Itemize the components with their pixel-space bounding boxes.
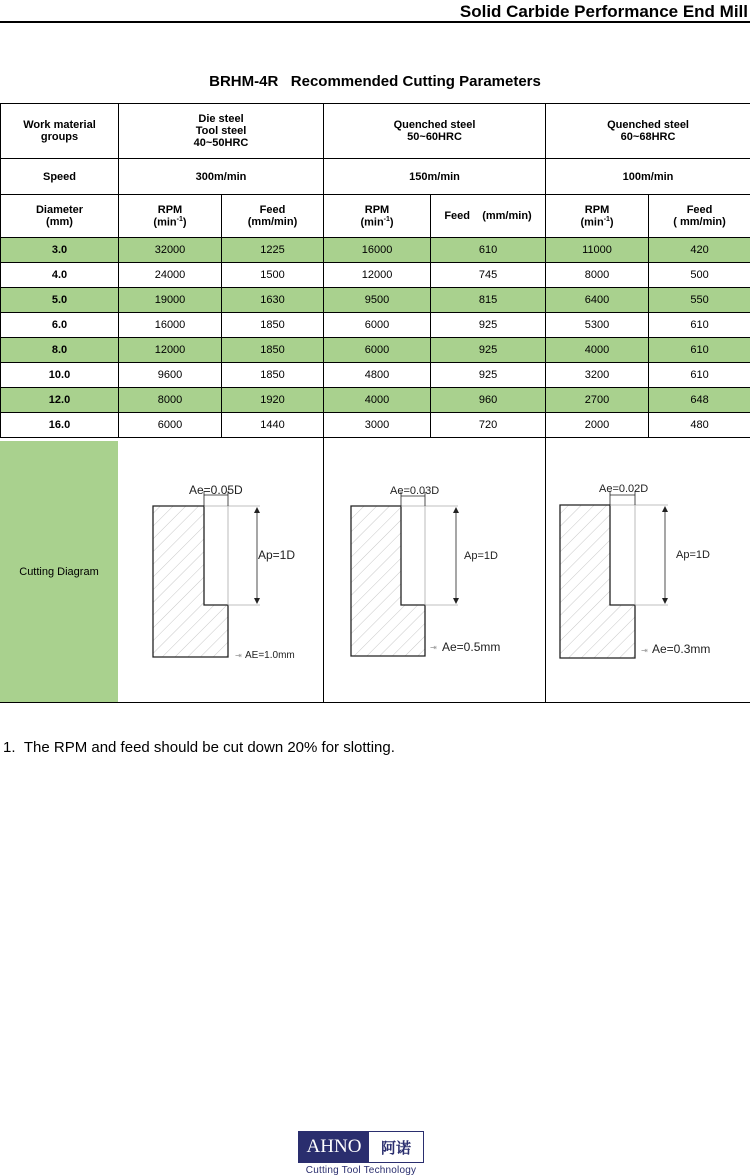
- cutting-diagram-1: [153, 483, 295, 661]
- data-rows: [1, 238, 750, 438]
- material-die-steel: Die steel Tool steel 40~50HRC: [119, 104, 324, 159]
- feed-cell: 610: [649, 313, 750, 338]
- rpm-cell: 9600: [119, 363, 222, 388]
- cutting-diagram-label: Cutting Diagram: [0, 441, 118, 702]
- logo-brand: AHNO: [299, 1132, 369, 1162]
- feed-cell: 420: [649, 238, 750, 263]
- feed-cell: 1630: [222, 288, 324, 313]
- logo-box: [298, 1131, 424, 1163]
- feed-cell: 745: [431, 263, 546, 288]
- feed-cell: 1850: [222, 338, 324, 363]
- feed-cell: 1440: [222, 413, 324, 438]
- feed-cell: 925: [431, 313, 546, 338]
- rpm-cell: 24000: [119, 263, 222, 288]
- ap-label: Ap=1D: [676, 549, 710, 561]
- ap-label: Ap=1D: [464, 550, 498, 562]
- table-row: [1, 338, 750, 363]
- logo-tagline: Cutting Tool Technology: [298, 1165, 424, 1176]
- logo-chinese: 阿诺: [369, 1132, 423, 1162]
- diameter-cell: 12.0: [1, 388, 119, 413]
- feed-cell: 925: [431, 363, 546, 388]
- ap-label: Ap=1D: [258, 548, 295, 562]
- feed-header: Feed ( mm/min): [649, 195, 750, 238]
- rpm-cell: 4000: [324, 388, 431, 413]
- ae-top-label: Ae=0.02D: [599, 483, 648, 495]
- speed-value: 150m/min: [324, 159, 546, 195]
- rpm-cell: 3200: [546, 363, 649, 388]
- table-row: [1, 238, 750, 263]
- feed-cell: 960: [431, 388, 546, 413]
- diameter-cell: 5.0: [1, 288, 119, 313]
- speed-value: 100m/min: [546, 159, 750, 195]
- rpm-header: RPM $(\min^{-1})$: [546, 195, 649, 238]
- speed-row: [1, 159, 750, 195]
- rpm-cell: 11000: [546, 238, 649, 263]
- diameter-cell: 10.0: [1, 363, 119, 388]
- feed-cell: 610: [431, 238, 546, 263]
- rpm-cell: 5300: [546, 313, 649, 338]
- workpiece-profile: [351, 506, 425, 656]
- ae-bottom-label: AE=1.0mm: [245, 650, 295, 661]
- diameter-cell: 6.0: [1, 313, 119, 338]
- column-header-row: [1, 195, 750, 238]
- rpm-header: RPM $(\min^{-1})$: [324, 195, 431, 238]
- diameter-cell: 16.0: [1, 413, 119, 438]
- rpm-cell: 4800: [324, 363, 431, 388]
- small-arrow-icon: ⇥: [430, 643, 437, 652]
- rpm-cell: 16000: [324, 238, 431, 263]
- rpm-cell: 8000: [119, 388, 222, 413]
- rpm-cell: 3000: [324, 413, 431, 438]
- cutting-diagram-3: [560, 483, 710, 658]
- cutting-parameters-table: [0, 103, 750, 438]
- rpm-cell: 2700: [546, 388, 649, 413]
- material-quenched-60-68: Quenched steel 60~68HRC: [546, 104, 750, 159]
- rpm-cell: 8000: [546, 263, 649, 288]
- small-arrow-icon: ⇥: [235, 651, 242, 660]
- diameter-cell: 8.0: [1, 338, 119, 363]
- rpm-cell: 32000: [119, 238, 222, 263]
- feed-cell: 500: [649, 263, 750, 288]
- rpm-cell: 6000: [324, 338, 431, 363]
- cutting-diagram-section: [0, 437, 750, 703]
- feed-cell: 480: [649, 413, 750, 438]
- feed-cell: 720: [431, 413, 546, 438]
- workpiece-profile: [153, 506, 228, 657]
- table-title: BRHM-4R Recommended Cutting Parameters: [0, 73, 750, 90]
- small-arrow-icon: ⇥: [641, 646, 648, 655]
- feed-cell: 1920: [222, 388, 324, 413]
- feed-cell: 815: [431, 288, 546, 313]
- material-quenched-50-60: Quenched steel 50~60HRC: [324, 104, 546, 159]
- feed-cell: 648: [649, 388, 750, 413]
- table-row: [1, 413, 750, 438]
- material-label-cell: Work material groups: [1, 104, 119, 159]
- feed-cell: 1850: [222, 363, 324, 388]
- ae-top-label: Ae=0.05D: [189, 483, 243, 497]
- diameter-header: Diameter (mm): [1, 195, 119, 238]
- rpm-cell: 6000: [324, 313, 431, 338]
- table-row: [1, 313, 750, 338]
- table-row: [1, 388, 750, 413]
- header-rule: [0, 21, 750, 23]
- table-row: [1, 288, 750, 313]
- cutting-diagram-2: [351, 485, 500, 656]
- diameter-cell: 4.0: [1, 263, 119, 288]
- slotting-note: 1. The RPM and feed should be cut down 20% for slotting.: [3, 739, 395, 756]
- workpiece-profile: [560, 505, 635, 658]
- feed-header: Feed (mm/min): [222, 195, 324, 238]
- feed-cell: 610: [649, 363, 750, 388]
- feed-cell: 610: [649, 338, 750, 363]
- rpm-cell: 4000: [546, 338, 649, 363]
- rpm-header: RPM $(\min^{-1})$: [119, 195, 222, 238]
- rpm-cell: 9500: [324, 288, 431, 313]
- speed-value: 300m/min: [119, 159, 324, 195]
- feed-cell: 550: [649, 288, 750, 313]
- ae-bottom-label: Ae=0.3mm: [652, 642, 710, 656]
- feed-cell: 1850: [222, 313, 324, 338]
- ahno-logo: [298, 1131, 424, 1176]
- ae-bottom-label: Ae=0.5mm: [442, 640, 500, 654]
- feed-cell: 925: [431, 338, 546, 363]
- rpm-cell: 6400: [546, 288, 649, 313]
- table-row: [1, 263, 750, 288]
- rpm-cell: 19000: [119, 288, 222, 313]
- diameter-cell: 3.0: [1, 238, 119, 263]
- feed-cell: 1500: [222, 263, 324, 288]
- feed-cell: 1225: [222, 238, 324, 263]
- rpm-cell: 12000: [119, 338, 222, 363]
- rpm-cell: 2000: [546, 413, 649, 438]
- rpm-cell: 6000: [119, 413, 222, 438]
- cutting-diagrams-svg: [0, 437, 750, 703]
- ae-top-label: Ae=0.03D: [390, 485, 439, 497]
- material-header-row: [1, 104, 750, 159]
- feed-header: Feed (mm/min): [431, 195, 546, 238]
- table-row: [1, 363, 750, 388]
- header-title: Solid Carbide Performance End Mill: [460, 2, 748, 22]
- rpm-cell: 12000: [324, 263, 431, 288]
- speed-label: Speed: [1, 159, 119, 195]
- rpm-cell: 16000: [119, 313, 222, 338]
